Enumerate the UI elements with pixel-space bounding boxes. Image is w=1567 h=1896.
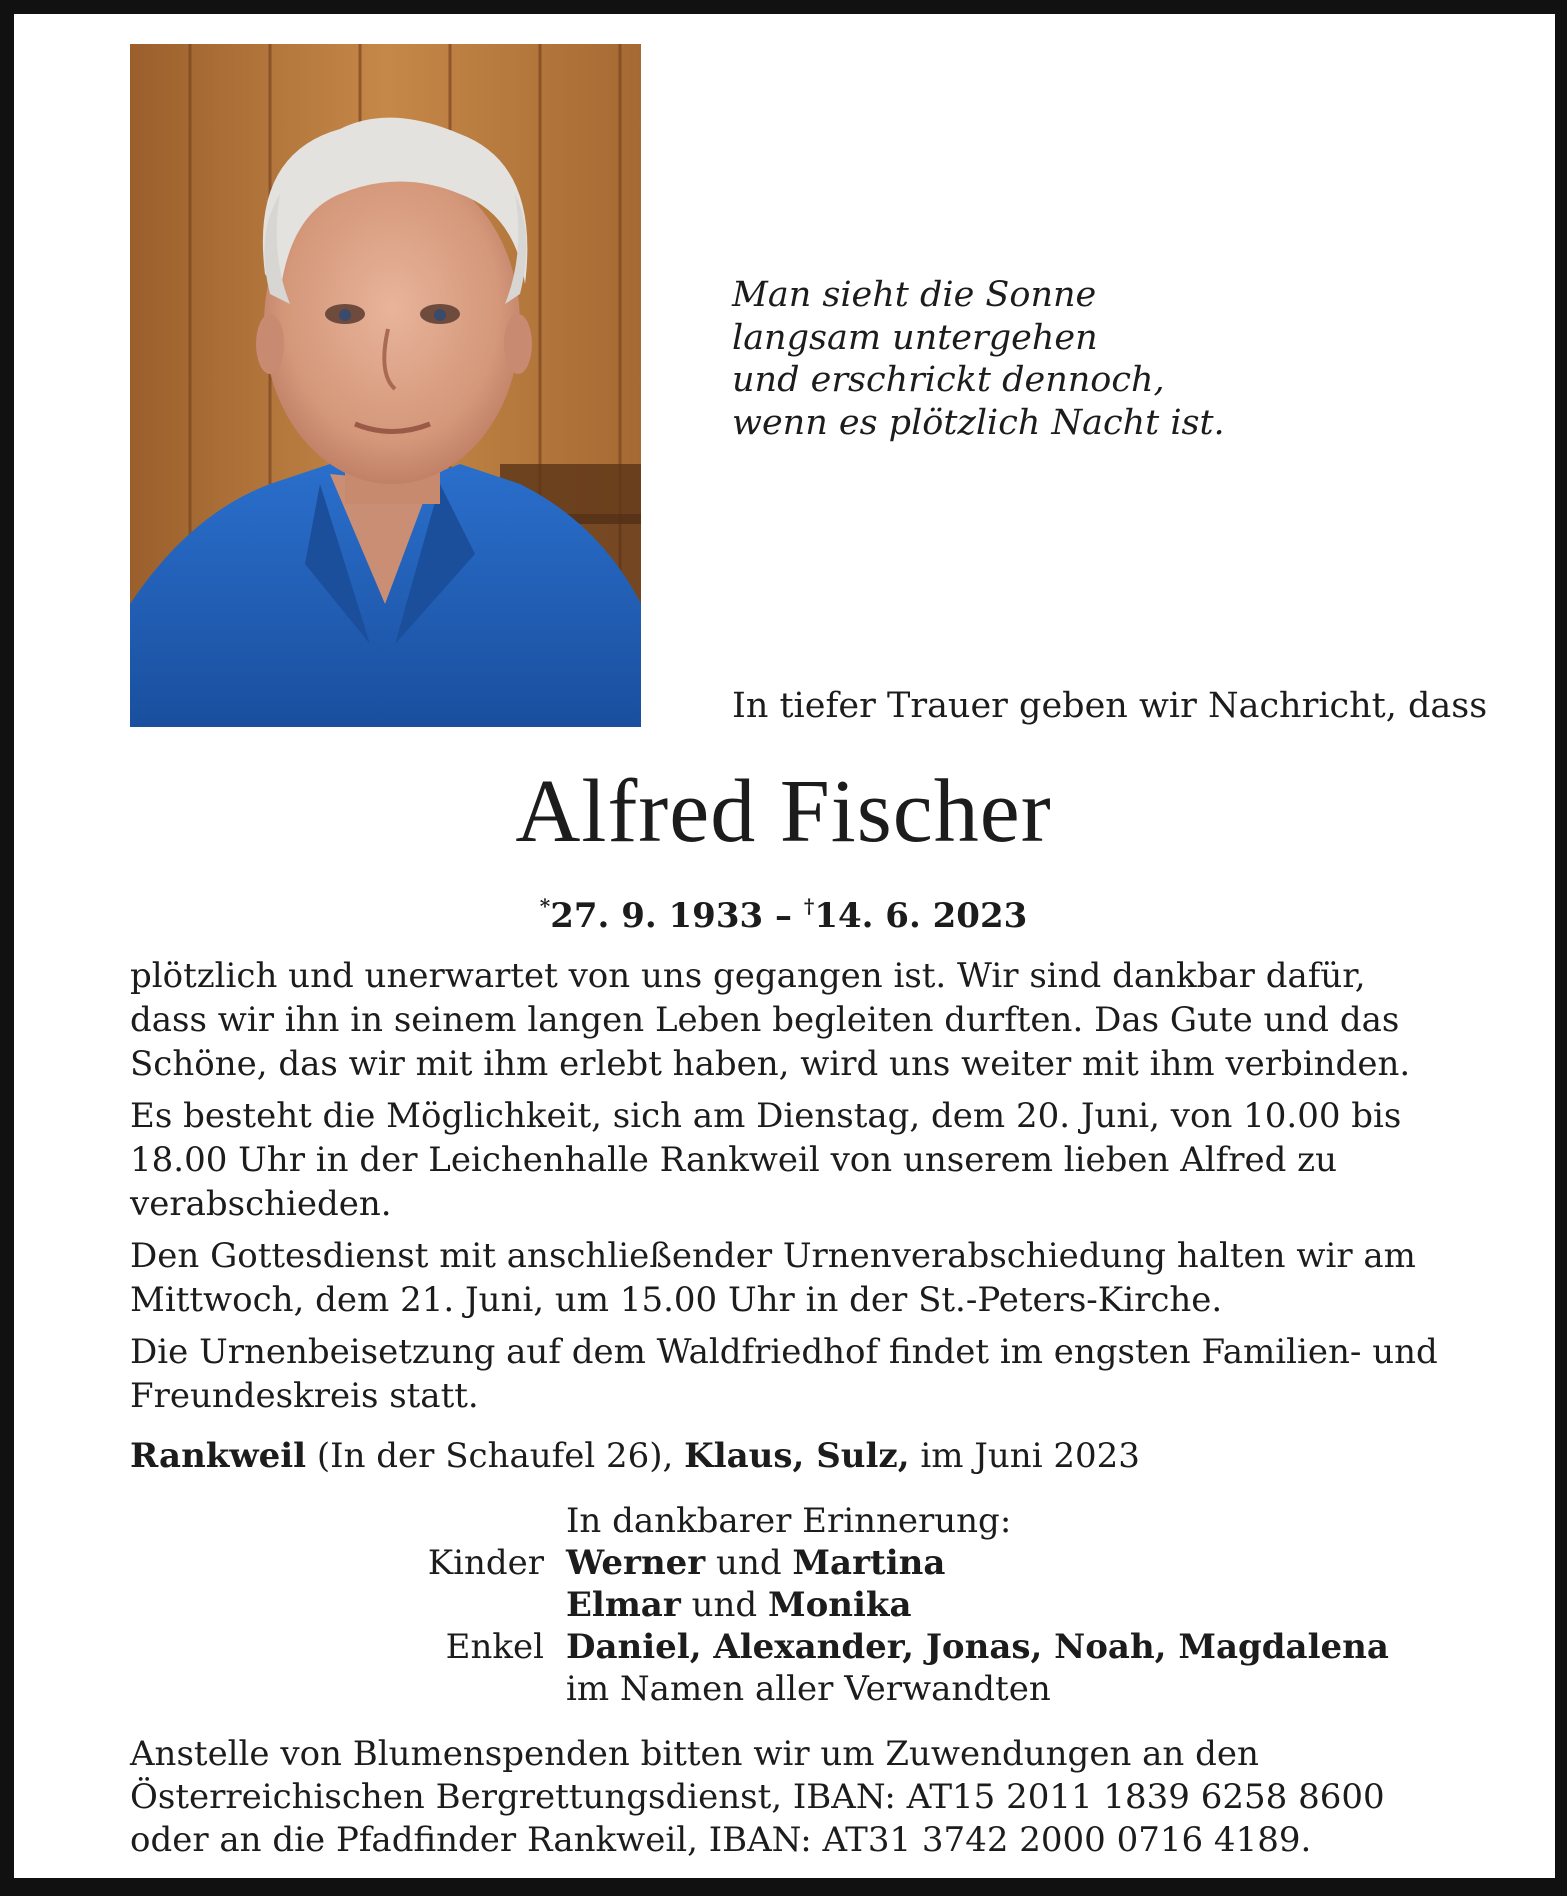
life-dates	[0, 884, 1567, 938]
mourners-heading-row	[130, 1500, 1438, 1542]
place-others: Klaus, Sulz,	[684, 1436, 910, 1476]
poem	[732, 274, 1225, 444]
children-row-1	[130, 1542, 1438, 1584]
announcement-body	[130, 954, 1438, 1426]
role-spacer	[130, 1584, 566, 1626]
donation-line: Anstelle von Blumenspenden bitten wir um Zuwendungen an den	[130, 1734, 1259, 1774]
children-names-2	[566, 1584, 911, 1626]
donation-request	[130, 1733, 1438, 1862]
donation-line: oder an die Pfadfinder Rankweil, IBAN: AT31 3742 2000 0716 4189.	[130, 1820, 1312, 1860]
child-name: Werner	[566, 1543, 706, 1583]
poem-line: Man sieht die Sonne	[732, 275, 1097, 315]
birth-symbol: *	[539, 894, 551, 918]
poem-line: wenn es plötzlich Nacht ist.	[732, 402, 1225, 443]
paragraph: plötzlich und unerwartet von uns gegangen ist. Wir sind dankbar dafür, dass wir ihn in seinem langen Leben begleiten durften. Das Gute und das Schöne, das wir mit ihm erlebt haben, wird uns weiter mit ihm verbinden.	[130, 956, 1411, 1084]
grandchildren-names: Daniel, Alexander, Jonas, Noah, Magdalena	[566, 1627, 1389, 1667]
child-name: Elmar	[566, 1585, 681, 1625]
donation-line: Österreichischen Bergrettungsdienst, IBAN: AT15 2011 1839 6258 8600	[130, 1777, 1385, 1817]
grandchildren-label: Enkel	[445, 1627, 544, 1667]
and-word: und	[716, 1543, 782, 1583]
grandchildren-names-wrap	[566, 1626, 1389, 1668]
portrait-photo	[130, 44, 641, 727]
mourners-block	[130, 1500, 1438, 1710]
and-word: und	[691, 1585, 758, 1625]
death-symbol: †	[803, 894, 815, 918]
children-row-2	[130, 1584, 1438, 1626]
relatives-row	[130, 1668, 1438, 1710]
place-date: im Juni 2023	[920, 1436, 1140, 1476]
date-separator: –	[775, 896, 792, 936]
intro-line: In tiefer Trauer geben wir Nachricht, dass	[732, 686, 1488, 726]
place-town: Rankweil	[130, 1436, 307, 1476]
grandchildren-row	[130, 1626, 1438, 1668]
mourners-heading: In dankbarer Erinnerung:	[566, 1501, 1012, 1541]
place-address: (In der Schaufel 26),	[316, 1436, 674, 1476]
paragraph: Die Urnenbeisetzung auf dem Waldfriedhof findet im engsten Familien- und Freundeskreis statt.	[130, 1332, 1438, 1416]
children-names-1	[566, 1542, 945, 1584]
paragraph: Es besteht die Möglichkeit, sich am Dienstag, dem 20. Juni, von 10.00 bis 18.00 Uhr in der Leichenhalle Rankweil von unserem lieben Alfred zu verabschieden.	[130, 1096, 1402, 1224]
death-date: 14. 6. 2023	[814, 896, 1028, 936]
deceased-name: Alfred Fischer	[515, 762, 1052, 861]
place-and-date	[130, 1434, 1140, 1478]
poem-line: langsam untergehen	[732, 317, 1098, 358]
birth-date: 27. 9. 1933	[550, 896, 764, 936]
children-label: Kinder	[427, 1543, 544, 1583]
role-spacer	[130, 1668, 566, 1710]
role-spacer	[130, 1500, 566, 1542]
poem-line: und erschrickt dennoch,	[732, 360, 1165, 400]
child-spouse-name: Monika	[767, 1585, 912, 1625]
relatives-line: im Namen aller Verwandten	[566, 1669, 1051, 1709]
paragraph: Den Gottesdienst mit anschließender Urnenverabschiedung halten wir am Mittwoch, dem 21. Juni, um 15.00 Uhr in der St.-Peters-Kirche.	[130, 1236, 1416, 1320]
child-spouse-name: Martina	[792, 1543, 946, 1583]
